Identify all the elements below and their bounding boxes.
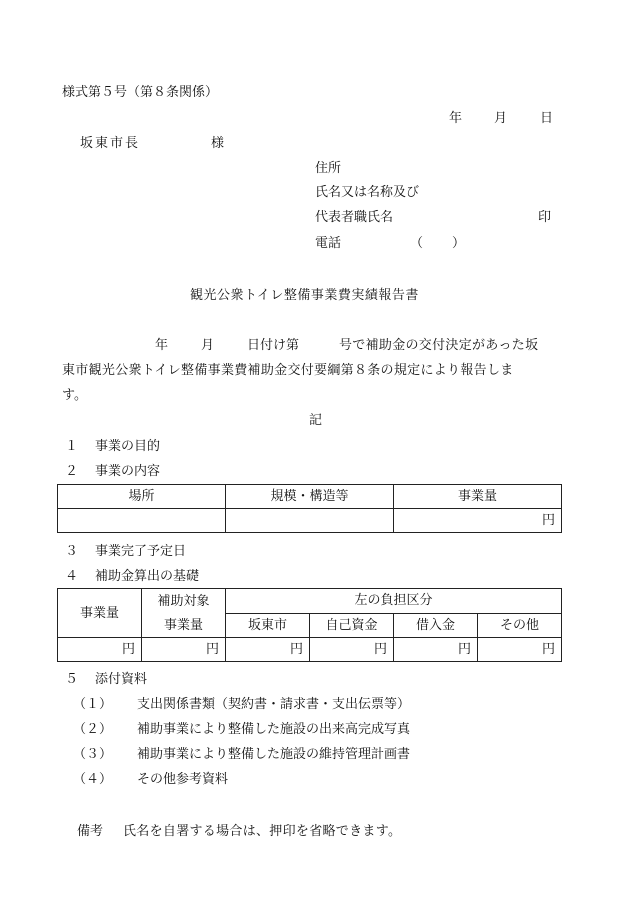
attachment-4-number: （４）: [73, 772, 113, 787]
cell-bando-city-yen[interactable]: 円: [226, 638, 310, 662]
applicant-phone-label: 電話: [315, 236, 342, 251]
attachment-2-number: （２）: [73, 722, 113, 737]
section-4-number: ４: [65, 569, 79, 584]
section-2-number: ２: [65, 464, 79, 479]
attachment-3-text: 補助事業により整備した施設の維持管理計画書: [137, 747, 411, 762]
cell-own-funds-yen[interactable]: 円: [310, 638, 394, 662]
section-5-number: ５: [65, 672, 79, 687]
table-row: [58, 589, 562, 614]
addressee-honorific: 様: [211, 136, 225, 151]
document-title: 観光公衆トイレ整備事業費実績報告書: [190, 288, 419, 303]
header-burden-division: 左の負担区分: [226, 589, 562, 614]
header-subsidy-target-2: 事業量: [142, 613, 226, 638]
addressee-name: 坂東市長: [80, 136, 141, 151]
body-year: 年: [155, 338, 169, 353]
ki-heading: 記: [309, 413, 323, 428]
cell-subsidy-target-yen[interactable]: 円: [142, 638, 226, 662]
cell-borrowing-yen[interactable]: 円: [394, 638, 478, 662]
header-borrowing: 借入金: [394, 613, 478, 638]
body-line1-rest: 号で補助金の交付決定があった坂: [339, 338, 539, 353]
header-own-funds: 自己資金: [310, 613, 394, 638]
section-3-label: 事業完了予定日: [95, 544, 187, 559]
remarks-text: 氏名を自署する場合は、押印を省略できます。: [123, 824, 402, 839]
table-row: [58, 509, 562, 533]
form-number: 様式第５号（第８条関係）: [62, 85, 219, 100]
date-year: 年: [449, 111, 463, 126]
cell-other-yen[interactable]: 円: [478, 638, 562, 662]
body-month: 月: [201, 338, 215, 353]
subsidy-calc-table: [57, 588, 562, 662]
body-dated: 日付け第: [247, 338, 300, 353]
date-month: 月: [494, 111, 508, 126]
header-volume: 事業量: [394, 485, 562, 509]
table-row: [58, 638, 562, 662]
cell-volume-yen[interactable]: 円: [394, 509, 562, 533]
attachment-4-text: その他参考資料: [137, 772, 229, 787]
header-subsidy-target-1: 補助対象: [142, 589, 226, 614]
header-place: 場所: [58, 485, 226, 509]
applicant-name-label: 氏名又は名称及び: [315, 185, 420, 200]
applicant-rep-label: 代表者職氏名: [315, 210, 394, 225]
attachment-3-number: （３）: [73, 747, 113, 762]
header-other: その他: [478, 613, 562, 638]
attachment-1-number: （１）: [73, 697, 113, 712]
section-4-label: 補助金算出の基礎: [95, 569, 200, 584]
section-1-label: 事業の目的: [95, 439, 161, 454]
attachment-1-text: 支出関係書類（契約書・請求書・支出伝票等）: [137, 697, 411, 712]
table-row: [58, 485, 562, 509]
applicant-address-label: 住所: [315, 161, 342, 176]
cell-place[interactable]: [58, 509, 226, 533]
date-day: 日: [540, 111, 554, 126]
body-line2: 東市観光公衆トイレ整備事業費補助金交付要綱第８条の規定により報告しま: [62, 363, 514, 378]
section-2-label: 事業の内容: [95, 464, 161, 479]
section-1-number: １: [65, 439, 79, 454]
header-project-volume: 事業量: [58, 589, 142, 638]
section-5-label: 添付資料: [95, 672, 148, 687]
cell-scale[interactable]: [226, 509, 394, 533]
header-bando-city: 坂東市: [226, 613, 310, 638]
phone-close-paren: ）: [452, 236, 466, 251]
remarks-label: 備考: [77, 824, 104, 839]
seal-mark: 印: [538, 210, 552, 225]
section-3-number: ３: [65, 544, 79, 559]
cell-project-volume-yen[interactable]: 円: [58, 638, 142, 662]
header-scale: 規模・構造等: [226, 485, 394, 509]
attachment-2-text: 補助事業により整備した施設の出来高完成写真: [137, 722, 411, 737]
body-line3: す。: [62, 388, 87, 403]
project-content-table: [57, 484, 562, 533]
phone-open-paren: （: [410, 236, 424, 251]
